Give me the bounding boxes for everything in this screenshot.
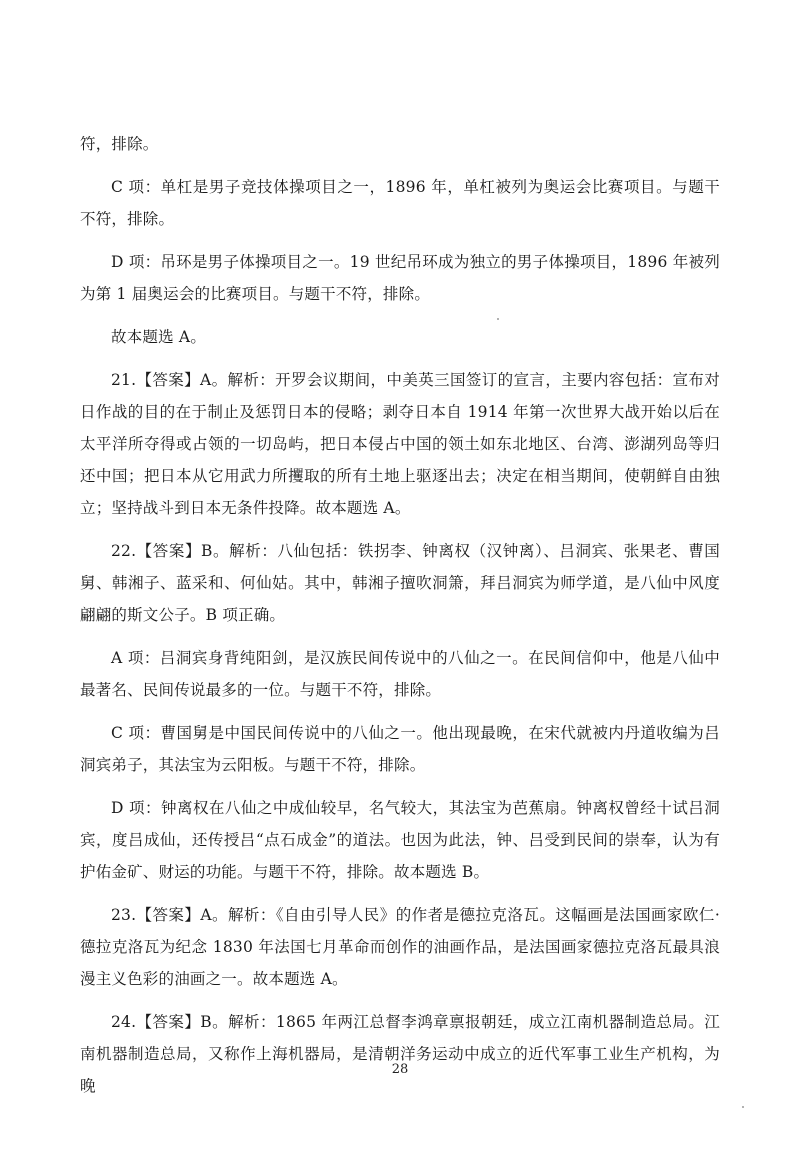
paragraph-22-option-c: C 项：曹国舅是中国民间传说中的八仙之一。他出现最晚，在宋代就被内丹道收编为吕洞宾弟子，其法宝为云阳板。与题干不符，排除。	[80, 724, 720, 774]
paragraph-answer-22: 22.【答案】B。解析：八仙包括：铁拐李、钟离权（汉钟离）、吕洞宾、张果老、曹国舅、韩湘子、蓝采和、何仙姑。其中，韩湘子擅吹洞箫，拜吕洞宾为师学道，是八仙中风度翩翩的斯文公子。B 项正确。	[80, 542, 720, 624]
scan-speck	[742, 1106, 744, 1108]
paragraph-answer-21: 21.【答案】A。解析：开罗会议期间，中美英三国签订的宣言，主要内容包括：宣布对日作战的目的在于制止及惩罚日本的侵略；剥夺日本自 1914 年第一次世界大战开始以后在太平洋所夺得或占领的一切岛屿，把日本侵占中国的领土如东北地区、台湾、澎湖列岛等归还中国；把日本从它用武力所攫取的所有土地上驱逐出去；决定在相当期间，使朝鲜自由独立；坚持战斗到日本无条件投降。故本题选 A。	[80, 371, 720, 517]
document-body	[80, 128, 720, 1113]
paragraph-conclusion: 故本题选 A。	[111, 328, 207, 346]
paragraph-22-option-a: A 项：吕洞宾身背纯阳剑，是汉族民间传说中的八仙之一。在民间信仰中，他是八仙中最著名、民间传说最多的一位。与题干不符，排除。	[80, 649, 720, 699]
paragraph-continuation: 符，排除。	[80, 135, 159, 153]
paragraph-22-option-d: D 项：钟离权在八仙之中成仙较早，名气较大，其法宝为芭蕉扇。钟离权曾经十试吕洞宾，度吕成仙，还传授吕“点石成金”的道法。也因为此法，钟、吕受到民间的崇奉，认为有护佑金矿、财运的功能。与题干不符，排除。故本题选 B。	[80, 799, 720, 881]
paragraph-answer-24: 24.【答案】B。解析：1865 年两江总督李鸿章禀报朝廷，成立江南机器制造总局。江南机器制造总局，又称作上海机器局，是清朝洋务运动中成立的近代军事工业生产机构，为晚	[80, 1013, 720, 1095]
scan-speck	[497, 318, 499, 320]
paragraph-answer-23: 23.【答案】A。解析：《自由引导人民》的作者是德拉克洛瓦。这幅画是法国画家欧仁·德拉克洛瓦为纪念 1830 年法国七月革命而创作的油画作品，是法国画家德拉克洛瓦最具浪漫主义色彩的油画之一。故本题选 A。	[80, 906, 720, 988]
page-number: 28	[391, 1062, 409, 1077]
paragraph-option-c: C 项：单杠是男子竞技体操项目之一，1896 年，单杠被列为奥运会比赛项目。与题干不符，排除。	[80, 178, 720, 228]
paragraph-option-d: D 项：吊环是男子体操项目之一。19 世纪吊环成为独立的男子体操项目，1896 年被列为第 1 届奥运会的比赛项目。与题干不符，排除。	[80, 253, 720, 303]
